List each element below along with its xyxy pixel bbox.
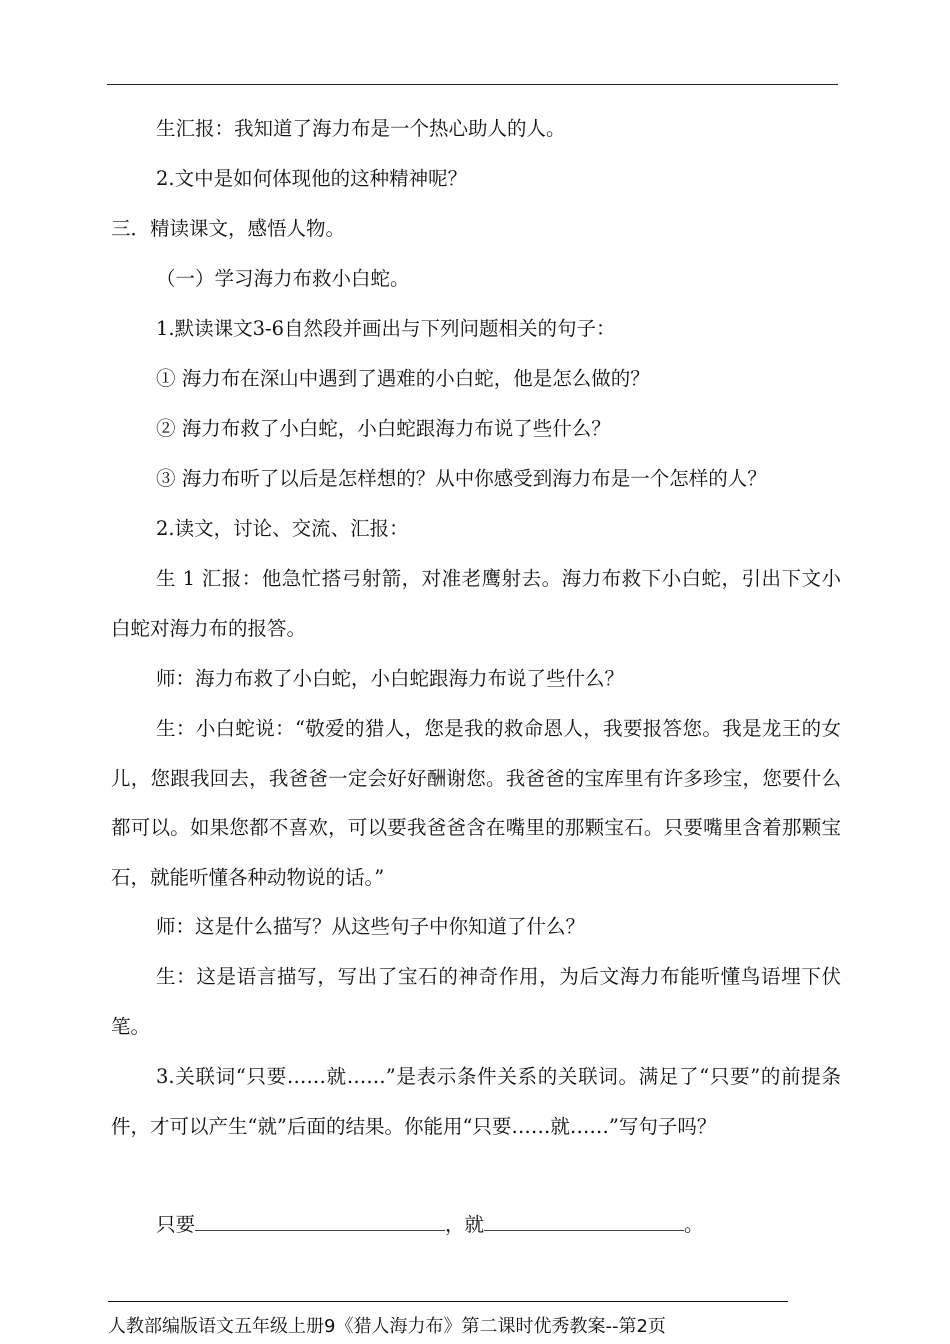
paragraph-reading-task: 1.默读课文3-6自然段并画出与下列问题相关的句子： <box>156 317 616 340</box>
paragraph-student-1-report: 生 1 汇报：他急忙搭弓射箭，对准老鹰射去。海力布救下小白蛇，引出下文小白蛇对海力布的报答。 <box>111 567 841 640</box>
fill-blank-suffix: 。 <box>684 1213 704 1236</box>
paragraph-question-2: 2.文中是如何体现他的这种精神呢？ <box>156 167 468 190</box>
question-item-1: ① 海力布在深山中遇到了遇难的小白蛇，他是怎么做的？ <box>156 367 650 390</box>
blank-line-result[interactable] <box>484 1210 684 1231</box>
subsection-heading-1: （一）学习海力布救小白蛇。 <box>156 267 410 290</box>
paragraph-student-snake-quote: 生：小白蛇说：“敬爱的猎人，您是我的救命恩人，我要报答您。我是龙王的女儿，您跟我回去，我爸爸一定会好好酬谢您。我爸爸的宝库里有许多珍宝，您要什么都可以。如果您都不喜欢，可以要我爸爸含在嘴里的那颗宝石。只要嘴里含着那颗宝石，就能听懂各种动物说的话。” <box>111 717 841 889</box>
page-footer: 人教部编版语文五年级上册9《猎人海力布》第二课时优秀教案--第2页 <box>108 1316 666 1337</box>
paragraph-teacher-question: 师：海力布救了小白蛇，小白蛇跟海力布说了些什么？ <box>156 667 625 690</box>
paragraph-student-answer: 生：这是语言描写，写出了宝石的神奇作用，为后文海力布能听懂鸟语埋下伏笔。 <box>111 965 841 1038</box>
paragraph-teacher-description-question: 师：这是什么描写？从这些句子中你知道了什么？ <box>156 915 586 938</box>
paragraph-discussion-task: 2.读文，讨论、交流、汇报： <box>156 517 409 540</box>
section-heading-3: 三．精读课文，感悟人物。 <box>111 217 346 240</box>
fill-blank-prefix: 只要 <box>156 1213 196 1236</box>
question-item-2: ② 海力布救了小白蛇，小白蛇跟海力布说了些什么？ <box>156 417 611 440</box>
paragraph-student-report: 生汇报：我知道了海力布是一个热心助人的人。 <box>156 117 566 140</box>
header-rule <box>107 84 838 85</box>
blank-line-condition[interactable] <box>195 1210 445 1231</box>
fill-blank-middle: ，就 <box>445 1213 485 1236</box>
paragraph-conjunction-task: 3.关联词“只要……就……”是表示条件关系的关联词。满足了“只要”的前提条件，才可以产生“就”后面的结果。你能用“只要……就……”写句子吗？ <box>111 1065 841 1138</box>
question-item-3: ③ 海力布听了以后是怎样想的？从中你感受到海力布是一个怎样的人？ <box>156 467 767 490</box>
fill-in-blank-sentence <box>156 1200 841 1250</box>
footer-rule <box>108 1301 788 1302</box>
